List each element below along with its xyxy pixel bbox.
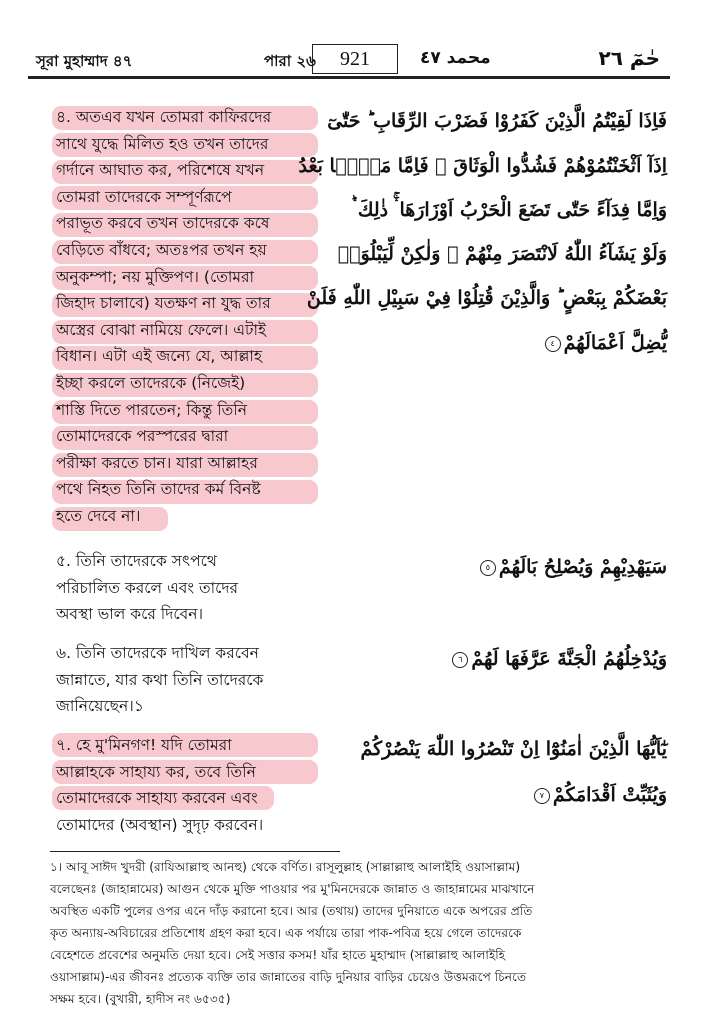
arabic-line: وَاِمَّا فِدَآءً حَتّٰى تَضَعَ الْحَرْبُ اَوْزَارَهَا ۛۚ ذٰلِكَ ۛؕ: [353, 199, 667, 221]
text-line: অনুকম্পা; নয় মুক্তিপণ। (তোমরা: [56, 267, 254, 286]
text-line: পথে নিহত তিনি তাদের কর্ম বিনষ্ট: [56, 480, 261, 499]
text-line: তোমাদেরকে সাহায্য করবেন এবং: [56, 789, 258, 808]
arabic-line: فَاِذَا لَقِيْتُمُ الَّذِيْنَ كَفَرُوْا فَضَرْبَ الرِّقَابِ ؕ حَتّٰىٓ: [327, 110, 667, 132]
text-line: অস্ত্রের বোঝা নামিয়ে ফেলে। এটাই: [56, 320, 267, 339]
text-line: পরিচালিত করলে এবং তাদের: [56, 578, 238, 597]
ayah-number-marker: ٧: [534, 788, 550, 804]
page-number: 921: [312, 44, 398, 74]
arabic-text: سَيَهْدِيْهِمْ وَيُصْلِحُ بَالَهُمْ: [498, 556, 667, 578]
text-line: শাস্তি দিতে পারতেন; কিন্তু তিনি: [56, 400, 247, 419]
text-line: পরীক্ষা করতে চান। যারা আল্লাহর: [56, 453, 258, 472]
text-line: বেড়িতে বাঁধবে; অতঃপর তখন হয়: [56, 240, 267, 259]
ayah-number-marker: ٤: [545, 336, 561, 352]
footnote-line: কৃত অন্যায়-অবিচারের প্রতিশোধ গ্রহণ করা হবে। এক পর্যায়ে তারা পাক-পবিত্র হয়ে গেলে তাদেরকে: [50, 926, 522, 940]
surah-name-bn: সূরা মুহাম্মাদ ৪৭: [36, 52, 133, 70]
para-label: পারা ২৬: [264, 52, 316, 70]
text-line: আল্লাহকে সাহায্য কর, তবে তিনি: [56, 762, 256, 781]
verse-7-translation: [56, 732, 316, 838]
text-line: তোমাদের (অবস্থান) সুদৃঢ় করবেন।: [56, 815, 264, 834]
footnote-line: ১। আবূ সাঈদ খুদরী (রাযিআল্লাহু আনহু) থেকে বর্ণিত। রাসূলুল্লাহ (সাল্লাল্লাহু আলাইহি ওয়াসাল্লাম): [50, 860, 521, 874]
page-header: [28, 44, 668, 76]
text-line: জান্নাতে, যার কথা তিনি তাদেরকে: [56, 670, 264, 689]
footnote-line: বেহেশতে প্রবেশের অনুমতি দেয়া হবে। সেই সত্তার কসম! যাঁর হাতে মুহাম্মাদ (সাল্লাল্লাহু আলাইহি: [50, 948, 506, 962]
text-line: বিধান। এটা এই জন্যে যে, আল্লাহ: [56, 347, 262, 366]
text-line: ৪. অতএব যখন তোমরা কাফিরদের: [56, 108, 272, 126]
verse-5-arabic: [477, 556, 667, 578]
footnote: [50, 856, 640, 1010]
text-line: তোমরা তাদেরকে সম্পূর্ণরূপে: [56, 187, 232, 206]
text-line: গর্দানে আঘাত কর, পরিশেষে যখন: [56, 161, 265, 180]
text-line: ৬. তিনি তাদেরকে দাখিল করবেন: [56, 644, 259, 662]
arabic-line: بَعْضَكُمْ بِبَعْضٍ ؕ وَالَّذِيْنَ قُتِلُوْا فِيْ سَبِيْلِ اللّٰهِ فَلَنْ: [306, 287, 667, 309]
arabic-line: [531, 784, 667, 806]
footnote-line: অবস্থিত একটি পুলের ওপর এনে দাঁড় করানো হবে। আর (তথায়) তাদের দুনিয়াতে একে অপরের প্রতি: [50, 904, 533, 918]
text-line: পরাভূত করবে তখন তাদেরকে কষে: [56, 214, 270, 233]
arabic-line: اِذَآ اَثْخَنْتُمُوْهُمْ فَشُدُّوا الْوَثَاقَ ۙ فَاِمَّا مَنًّۢا بَعْدُ: [298, 155, 667, 177]
text-line: হতে দেবে না।: [56, 506, 141, 525]
footnote-line: বলেছেনঃ (জাহান্নামের) আগুন থেকে মুক্তি পাওয়ার পর মু'মিনদেরকে জান্নাত ও জাহান্নামের মাঝখানে: [50, 882, 535, 896]
arabic-line: [542, 332, 667, 354]
text-line: জানিয়েছেন।১: [56, 697, 144, 716]
text-line: ৭. হে মু'মিনগণ! যদি তোমরা: [56, 736, 232, 754]
text-line: ইচ্ছা করলে তাদেরকে (নিজেই): [56, 373, 246, 392]
footnote-rule: [50, 851, 340, 852]
arabic-text: وَيُدْخِلُهُمُ الْجَنَّةَ عَرَّفَهَا لَهُمْ: [471, 648, 667, 670]
arabic-line: يٰٓاَيُّهَا الَّذِيْنَ اٰمَنُوْٓا اِنْ تَنْصُرُوا اللّٰهَ يَنْصُرْكُمْ: [360, 738, 667, 760]
footnote-line: ওয়াসাল্লাম)-এর জীবনঃ প্রত্যেক ব্যক্তি তার জান্নাতের বাড়ি দুনিয়ার বাড়ির চেয়েও উত্তমরূপে চিনতে: [50, 970, 527, 984]
juz-label-ar: حٰمٓ ٢٦: [598, 46, 660, 70]
text-line: ৫. তিনি তাদেরকে সৎপথে: [56, 552, 217, 570]
header-rule: [28, 76, 670, 79]
arabic-line: وَلَوْ يَشَآءُ اللّٰهُ لَانْتَصَرَ مِنْهُمْ ۙ وَلٰكِنْ لِّيَبْلُوَا۟: [337, 243, 667, 265]
text-line: তোমাদেরকে পরস্পরের দ্বারা: [56, 427, 229, 446]
verse-5-translation: [56, 548, 316, 628]
ayah-number-marker: ٥: [480, 560, 496, 576]
surah-name-ar: محمد ٤٧: [420, 48, 491, 68]
text-line: অবস্থা ভাল করে দিবেন।: [56, 605, 204, 624]
verse-6-translation: [56, 640, 316, 720]
verse-4-translation: [56, 104, 316, 530]
text-line: সাথে যুদ্ধে মিলিত হও তখন তাদের: [56, 134, 269, 153]
ayah-number-marker: ٦: [452, 652, 468, 668]
verse-6-arabic: [449, 648, 667, 670]
footnote-line: সক্ষম হবে। (বুখারী, হাদীস নং ৬৫৩৫): [50, 992, 231, 1006]
arabic-text: وَيُثَبِّتْ اَقْدَامَكُمْ: [552, 784, 667, 806]
arabic-text: يُّضِلَّ اَعْمَالَهُمْ: [563, 332, 667, 354]
text-line: জিহাদ চালাবে) যতক্ষণ না যুদ্ধ তার: [56, 294, 271, 313]
